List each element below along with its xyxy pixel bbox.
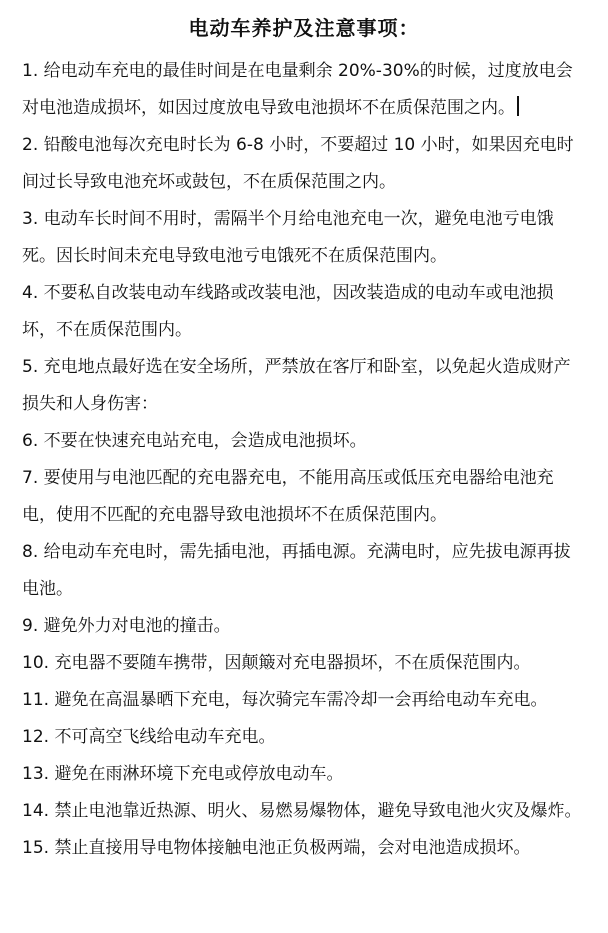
list-item-8: 8. 给电动车充电时，需先插电池，再插电源。充满电时，应先拔电源再拔电池。: [22, 542, 571, 599]
list-item-1: [22, 53, 586, 127]
list-item-3: 3. 电动车长时间不用时，需隔半个月给电池充电一次，避免电池亏电饿死。因长时间未充电导致电池亏电饿死不在质保范围内。: [22, 209, 554, 266]
list-item-9: 9. 避免外力对电池的撞击。: [22, 616, 231, 636]
list-item-5: 5. 充电地点最好选在安全场所，严禁放在客厅和卧室，以免起火造成财产损失和人身伤害：: [22, 357, 571, 414]
list-item-15: 15. 禁止直接用导电物体接触电池正负极两端，会对电池造成损坏。: [22, 838, 531, 858]
list-item-13: 13. 避免在雨淋环境下充电或停放电动车。: [22, 764, 344, 784]
list-item-11: 11. 避免在高温暴晒下充电，每次骑完车需冷却一会再给电动车充电。: [22, 690, 548, 710]
list-item-7: 7. 要使用与电池匹配的充电器充电，不能用高压或低压充电器给电池充电，使用不匹配的充电器导致电池损坏不在质保范围内。: [22, 468, 554, 525]
list-item-text: 1. 给电动车充电的最佳时间是在电量剩余 20%-30%的时候，过度放电会对电池造成损坏，如因过度放电导致电池损坏不在质保范围之内。: [22, 61, 573, 118]
list-item-6: 6. 不要在快速充电站充电，会造成电池损坏。: [22, 431, 367, 451]
text-cursor: [517, 96, 519, 116]
list-item-4: 4. 不要私自改装电动车线路或改装电池，因改装造成的电动车或电池损坏，不在质保范围内。: [22, 283, 554, 340]
list-item-12: 12. 不可高空飞线给电动车充电。: [22, 727, 276, 747]
list-item-10: 10. 充电器不要随车携带，因颠簸对充电器损坏，不在质保范围内。: [22, 653, 531, 673]
list-item-2: 2. 铅酸电池每次充电时长为 6-8 小时，不要超过 10 小时，如果因充电时间过长导致电池充坏或鼓包，不在质保范围之内。: [22, 135, 574, 192]
list-item-14: 14. 禁止电池靠近热源、明火、易燃易爆物体，避免导致电池火灾及爆炸。: [22, 801, 582, 821]
document-title: 电动车养护及注意事项：: [188, 16, 420, 40]
